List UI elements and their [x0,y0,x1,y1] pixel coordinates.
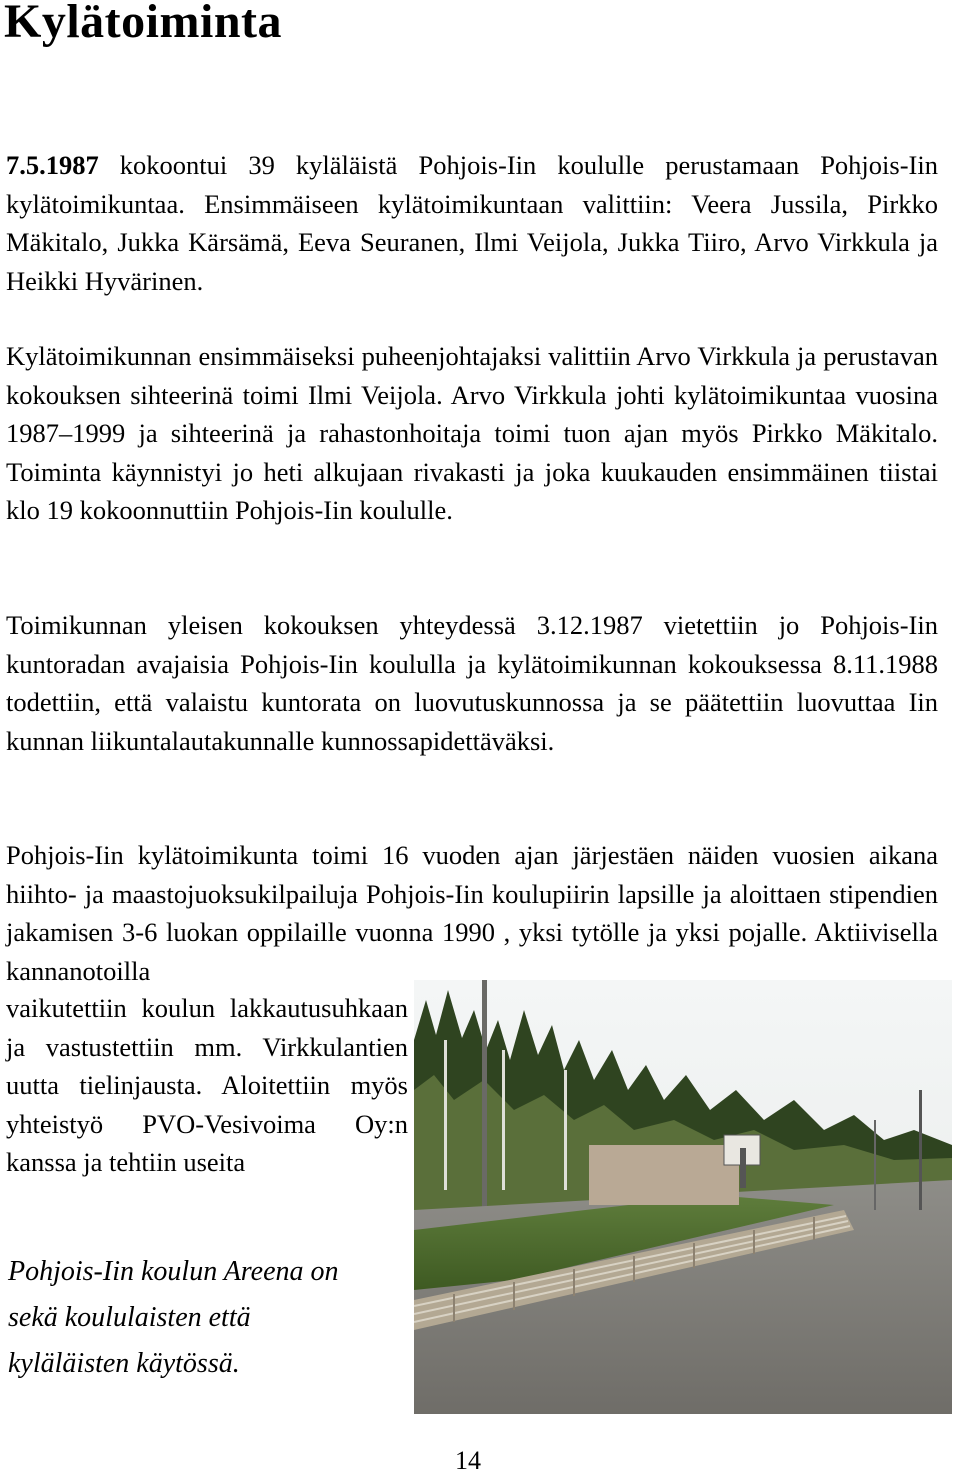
paragraph-founding [6,146,938,300]
page-title: Kylätoiminta [4,0,282,48]
photo-areena [414,980,952,1414]
paragraph-chairman: Kylätoimikunnan ensimmäiseksi puheenjohtajaksi valittiin Arvo Virkkula ja perustavan kokouksen sihteerinä toimi Ilmi Veijola. Arvo Virkkula johti kylätoimikuntaa vuosina 1987–1999 ja sihteerinä ja rahastonhoitaja toimi tuon ajan myös Pirkko Mäkitalo. Toiminta käynnistyi jo heti alkujaan rivakasti ja joka kuukauden ensimmäinen tiistai klo 19 kokoonnuttiin Pohjois-Iin koululle. [6,341,938,525]
sports-court-photo [414,980,952,1414]
founding-date: 7.5.1987 [6,150,99,180]
paragraph-fitness-track: Toimikunnan yleisen kokouksen yhteydessä 3.12.1987 vietettiin jo Pohjois-Iin kuntoradan avajaisia Pohjois-Iin koululla ja kylätoimikunnan kokouksessa 8.11.1988 todettiin, että valaistu kuntorata on luovutuskunnossa ja se päätettiin luovuttaa Iin kunnan liikuntalautakunnalle kunnossapidettäväksi. [6,610,938,756]
page-number: 14 [455,1446,481,1475]
paragraph-activities: Pohjois-Iin kylätoimikunta toimi 16 vuoden ajan järjestäen näiden vuosien aikana hiihto- ja maastojuoksukilpailuja Pohjois-Iin koulupiirin lapsille ja aloittaen stipendien jakamisen 3-6 luokan oppilaille vuonna 1990 , yksi tytölle ja yksi pojalle. Aktiivisella kannanotoilla [6,840,938,986]
paragraph-founding-text: kokoontui 39 kyläläistä Pohjois-Iin koululle perustamaan Pohjois-Iin kylätoimikuntaa. Ensimmäiseen kylätoimikuntaan valittiin: Veera Jussila, Pirkko Mäkitalo, Jukka Kärsämä, Eeva Seuranen, Ilmi Veijola, Jukka Tiiro, Arvo Virkkula ja Heikki Hyvärinen. [6,150,938,296]
paragraph-activities-continued: vaikutettiin koulun lakkautusuhkaan ja vastustettiin mm. Virkkulantien uutta tielinjausta. Aloitettiin myös yhteistyö PVO-Vesivoima Oy:n kanssa ja tehtiin useita [6,993,408,1177]
photo-caption: Pohjois-Iin koulun Areena on sekä koululaisten että kyläläisten käytössä. [8,1256,339,1379]
